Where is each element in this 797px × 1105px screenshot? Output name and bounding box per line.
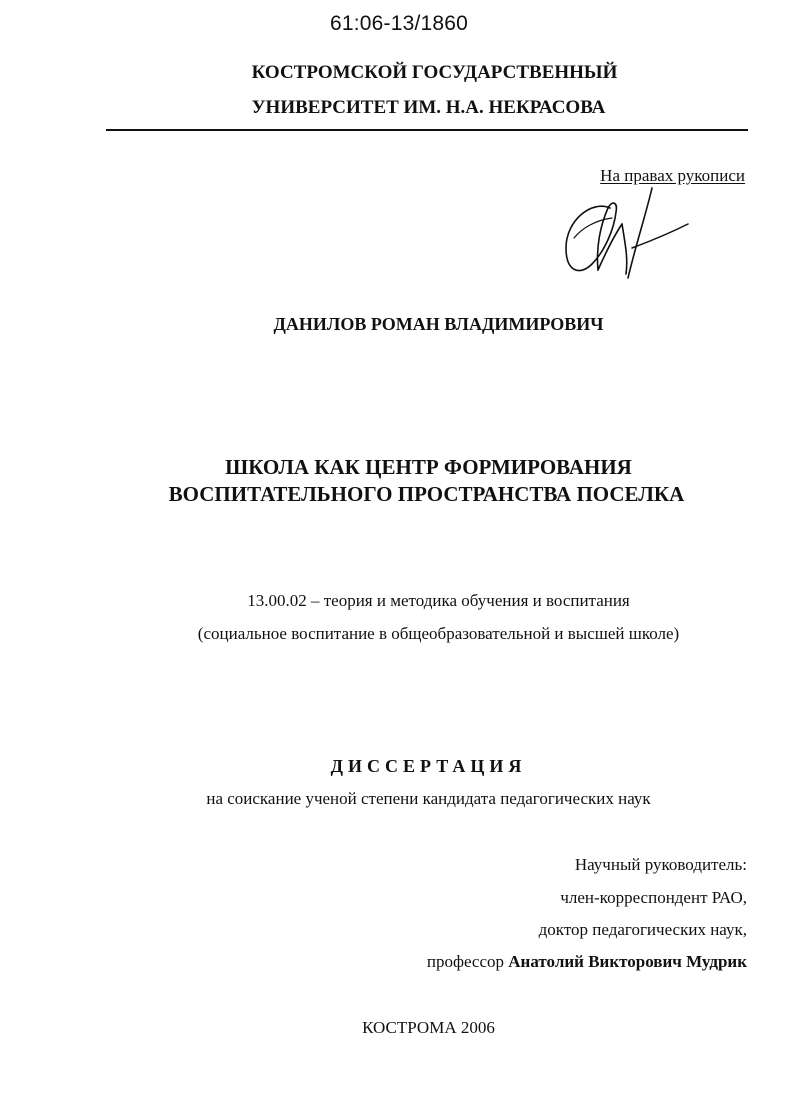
advisor-rank: член-корреспондент РАО, [560, 888, 747, 907]
manuscript-rights-note: На правах рукописи [600, 166, 745, 185]
handwritten-signature [552, 178, 702, 288]
author-name: ДАНИЛОВ РОМАН ВЛАДИМИРОВИЧ [273, 314, 604, 334]
specialty-description: (социальное воспитание в общеобразовательной и высшей школе) [197, 624, 680, 643]
university-name-line1: КОСТРОМСКОЙ ГОСУДАРСТВЕННЫЙ [251, 62, 618, 83]
dissertation-title-line1: ШКОЛА КАК ЦЕНТР ФОРМИРОВАНИЯ [225, 455, 632, 479]
city-year: КОСТРОМА 2006 [362, 1018, 495, 1037]
degree-statement: на соискание ученой степени кандидата педагогических наук [206, 789, 651, 808]
dissertation-label: ДИССЕРТАЦИЯ [330, 756, 527, 776]
university-name-line2: УНИВЕРСИТЕТ ИМ. Н.А. НЕКРАСОВА [251, 97, 606, 118]
advisor-title: профессор [426, 952, 505, 971]
advisor-name: Анатолий Викторович Мудрик [508, 952, 747, 971]
header-divider [106, 129, 748, 131]
specialty-code: 13.00.02 – теория и методика обучения и воспитания [247, 591, 630, 610]
archive-code: 61:06-13/1860 [330, 12, 469, 35]
advisor-title-line [427, 952, 747, 972]
dissertation-title-line2: ВОСПИТАТЕЛЬНОГО ПРОСТРАНСТВА ПОСЕЛКА [168, 482, 685, 506]
advisor-label: Научный руководитель: [574, 855, 747, 874]
advisor-degree: доктор педагогических наук, [538, 920, 747, 939]
